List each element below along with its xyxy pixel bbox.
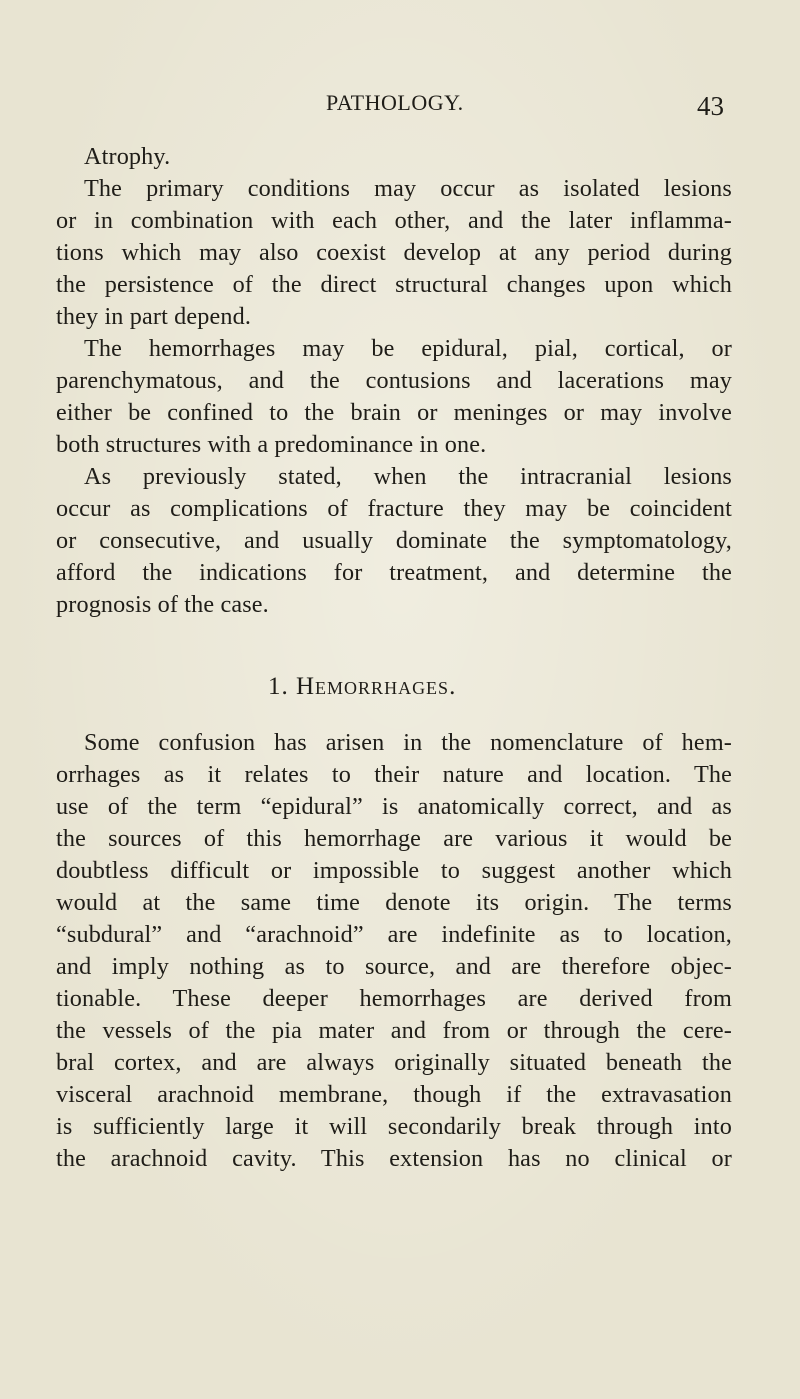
running-head: PATHOLOGY. bbox=[326, 90, 464, 115]
text-line: prognosis of the case. bbox=[56, 591, 269, 618]
text-line: bral cortex, and are always originally situated beneath the bbox=[56, 1049, 732, 1076]
paragraph-hemorrhages-types bbox=[56, 333, 732, 461]
paragraph-some-confusion bbox=[56, 727, 732, 1175]
paragraph-previously-stated bbox=[56, 461, 732, 621]
text-line: would at the same time denote its origin. The terms bbox=[56, 889, 732, 916]
text-line: orrhages as it relates to their nature and location. The bbox=[56, 761, 732, 788]
text-line: doubtless difficult or impossible to suggest another which bbox=[56, 857, 732, 884]
text-line: The primary conditions may occur as isolated lesions bbox=[84, 175, 732, 202]
text-line: and imply nothing as to source, and are therefore objec- bbox=[56, 953, 732, 980]
text-line: both structures with a predominance in one. bbox=[56, 431, 487, 458]
text-line: “subdural” and “arachnoid” are indefinite as to location, bbox=[56, 921, 732, 948]
text-line: afford the indications for treatment, and determine the bbox=[56, 559, 732, 586]
body-text-top bbox=[56, 141, 732, 621]
text-line: is sufficiently large it will secondarily break through into bbox=[56, 1113, 732, 1140]
text-line: parenchymatous, and the contusions and lacerations may bbox=[56, 367, 732, 394]
section-heading bbox=[0, 673, 800, 705]
text-line: occur as complications of fracture they may be coincident bbox=[56, 495, 732, 522]
page-number: 43 bbox=[697, 91, 724, 121]
text-line: the vessels of the pia mater and from or through the cere- bbox=[56, 1017, 732, 1044]
text-line: visceral arachnoid membrane, though if the extravasation bbox=[56, 1081, 732, 1108]
text-line: The hemorrhages may be epidural, pial, cortical, or bbox=[84, 335, 732, 362]
text-line: or consecutive, and usually dominate the symptomatology, bbox=[56, 527, 732, 554]
paragraph-primary-conditions bbox=[56, 173, 732, 333]
text-line: the sources of this hemorrhage are various it would be bbox=[56, 825, 732, 852]
text-line: they in part depend. bbox=[56, 303, 252, 330]
text-line: Atrophy. bbox=[84, 143, 171, 170]
text-line: either be confined to the brain or meninges or may involve bbox=[56, 399, 732, 426]
text-line: As previously stated, when the intracranial lesions bbox=[84, 463, 732, 490]
text-line: Some confusion has arisen in the nomenclature of hem- bbox=[84, 729, 732, 756]
text-line: tions which may also coexist develop at any period during bbox=[56, 239, 732, 266]
page-header bbox=[0, 90, 800, 120]
text-line: tionable. These deeper hemorrhages are derived from bbox=[56, 985, 732, 1012]
text-line: the arachnoid cavity. This extension has no clinical or bbox=[56, 1145, 732, 1172]
section-heading-text: 1. Hemorrhages. bbox=[268, 673, 457, 700]
body-text-section bbox=[56, 727, 732, 1175]
text-line: or in combination with each other, and the later inflamma- bbox=[56, 207, 732, 234]
text-line: use of the term “epidural” is anatomically correct, and as bbox=[56, 793, 732, 820]
paragraph-atrophy bbox=[56, 141, 732, 173]
text-line: the persistence of the direct structural changes upon which bbox=[56, 271, 732, 298]
